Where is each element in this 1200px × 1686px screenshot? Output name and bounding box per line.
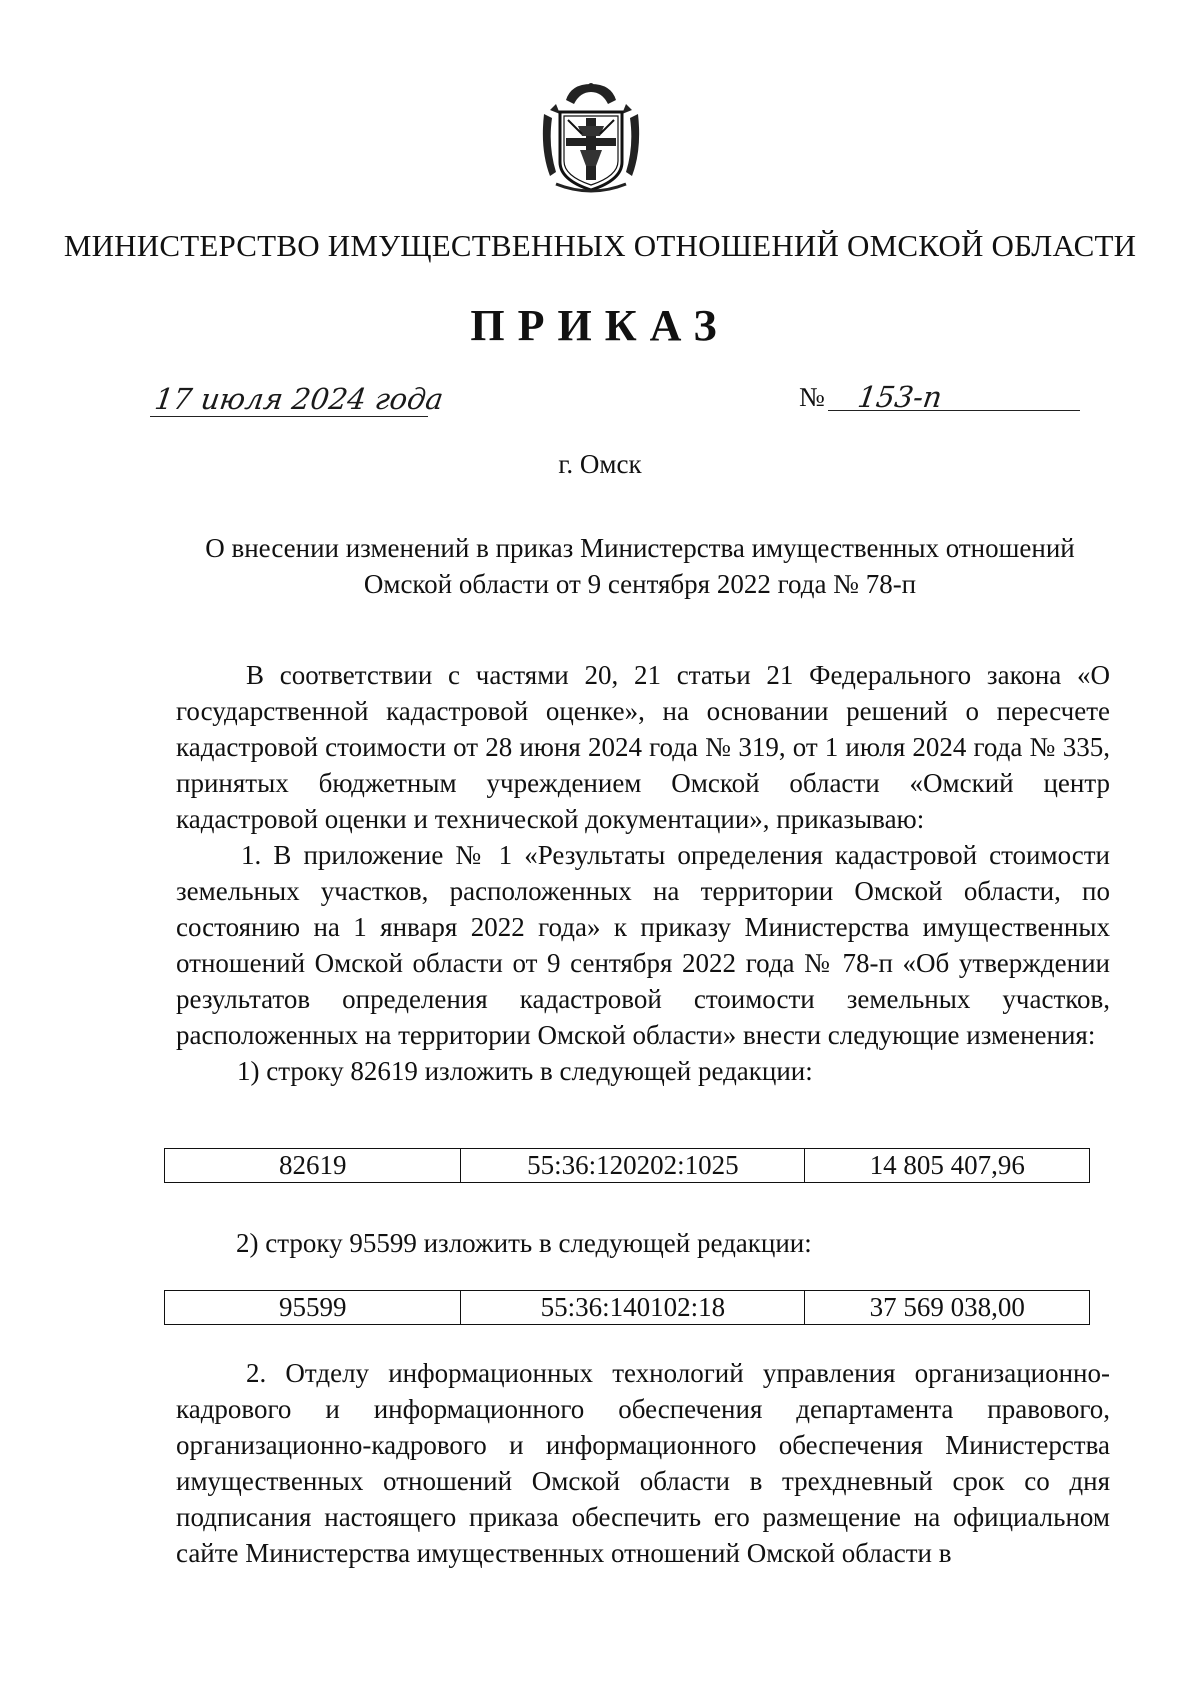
city: г. Омск	[558, 449, 642, 479]
ministry-name: МИНИСТЕРСТВО ИМУЩЕСТВЕННЫХ ОТНОШЕНИЙ ОМСКОЙ ОБЛАСТИ	[63, 228, 1137, 263]
preamble-paragraph: В соответствии с частями 20, 21 статьи 21 Федерального закона «О государственной кадастровой оценке», на основании решений о пересчете кадастровой стоимости от 28 июня 2024 года № 319, от 1 июля 2024 года № 335, принятых бюджетным учреждением Омской области «Омский центр кадастровой оценки и технической документации», приказываю:	[176, 660, 1110, 834]
cadastral-value-cell: 37 569 038,00	[805, 1291, 1090, 1325]
row-number-cell: 95599	[165, 1291, 461, 1325]
subject-line-2: Омской области от 9 сентября 2022 года № 78-п	[363, 569, 917, 599]
replacement-row-table-1	[164, 1148, 1090, 1183]
subject-line-1: О внесении изменений в приказ Министерства имущественных отношений	[205, 533, 1075, 563]
table-row	[165, 1149, 1090, 1183]
coat-of-arms-icon	[536, 80, 646, 196]
subitem-1: 1) строку 82619 изложить в следующей редакции:	[237, 1056, 813, 1086]
handwritten-date: 17 июля 2024 года	[152, 382, 446, 416]
subitem-2: 2) строку 95599 изложить в следующей редакции:	[236, 1228, 812, 1258]
number-sign: №	[799, 382, 825, 412]
body-section-2	[176, 1355, 1110, 1571]
item-1-paragraph: 1. В приложение № 1 «Результаты определения кадастровой стоимости земельных участков, расположенных на территории Омской области, по состоянию на 1 января 2022 года» к приказу Министерства имущественных отношений Омской области от 9 сентября 2022 года № 78-п «Об утверждении результатов определения кадастровой стоимости земельных участков, расположенных на территории Омской области» внести следующие изменения:	[176, 840, 1110, 1050]
row-number-cell: 82619	[165, 1149, 461, 1183]
document-title: ПРИКАЗ	[470, 301, 730, 350]
table-row	[165, 1291, 1090, 1325]
cadastral-number-cell: 55:36:120202:1025	[461, 1149, 805, 1183]
handwritten-number: 153-п	[855, 380, 945, 414]
document-subject	[170, 530, 1110, 602]
date-underline	[150, 416, 428, 417]
item-2-paragraph: 2. Отделу информационных технологий управления организационно-кадрового и информационного обеспечения департамента правового, организационно-кадрового и информационного обеспечения Министерства имущественных отношений Омской области в трехдневный срок со дня подписания настоящего приказа обеспечить его размещение на официальном сайте Министерства имущественных отношений Омской области в	[176, 1358, 1110, 1568]
replacement-row-table-2	[164, 1290, 1090, 1325]
cadastral-number-cell: 55:36:140102:18	[461, 1291, 805, 1325]
cadastral-value-cell: 14 805 407,96	[805, 1149, 1090, 1183]
number-underline	[828, 410, 1080, 411]
body-section-1	[176, 657, 1110, 1089]
